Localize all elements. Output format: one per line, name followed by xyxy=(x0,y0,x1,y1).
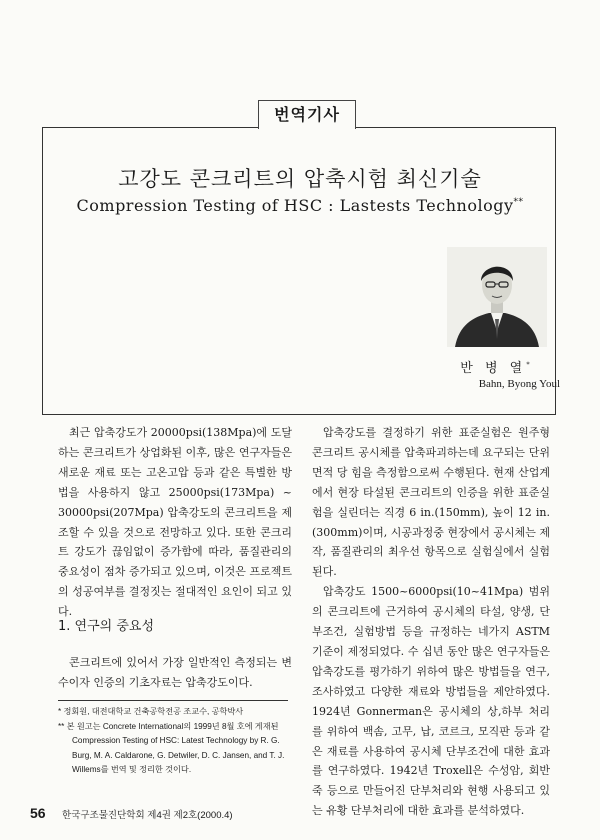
left-paragraph-section1: 콘크리트에 있어서 가장 일반적인 측정되는 변수이자 인증의 기초자료는 압축강도이다. xyxy=(58,656,292,689)
footnote-source: ** 본 원고는 Concrete International의 1999년 8월 호에 게재된 Compression Testing of HSC: Latest Technology by R. G. Burg, M. A. Caldarone, G. Detwiler, D. C. Jansen, and T. J. Willems를 번역 및 정리한 것이다. xyxy=(58,721,285,774)
section-heading: 1. 연구의 중요성 xyxy=(58,619,155,634)
right-column xyxy=(312,423,550,821)
author-name-korean-text: 반 병 열 xyxy=(460,361,527,376)
page-footer xyxy=(30,805,570,823)
article-title-korean: 고강도 콘크리트의 압축시험 최신기술 xyxy=(118,167,482,191)
left-paragraph-intro: 최근 압축강도가 20000psi(138Mpa)에 도달하는 콘크리트가 상업화된 이후, 많은 연구자들은 새로운 재료 또는 고온고압 등과 같은 특별한 방법을 사용하지 않고 25000psi(173Mpa) ~ 30000psi(207Mpa) 압축강도의 콘크리트을 제조할 수 있을 것으로 전망하고 있다. 또한 콘크리트 강도가 끊임없이 증가함에 따라, 품질관리의 중요성이 점차 증가되고 있으며, 이것은 프로젝트의 성공여부를 결정짓는 절대적인 요인이 되고 있다. xyxy=(58,426,292,619)
article-title-english xyxy=(0,196,600,215)
header-frame-bottom-rule xyxy=(42,414,556,415)
section-badge: 번역기사 xyxy=(258,100,356,129)
footnote-author: * 정회원, 대전대학교 건축공학전공 조교수, 공학박사 xyxy=(58,707,244,716)
author-footnote-mark: * xyxy=(526,360,530,369)
footnotes xyxy=(58,705,290,778)
right-paragraph-1: 압축강도를 결정하기 위한 표준실험은 원주형 콘크리트 공시체를 압축파괴하는데 요구되는 단위면적 당 힘을 측정함으로써 수행된다. 현재 산업계에서 현장 타설된 콘크리트의 인증을 위한 표준실험을 실린더는 직경 6 in.(150mm), 높이 12 in.(300mm)이며, 시공과정중 현장에서 공시체는 제작, 품질관리의 최우선 항목으로 실험실에서 실험된다. xyxy=(312,426,550,579)
footnote-divider xyxy=(58,700,288,701)
title-footnote-mark: ** xyxy=(513,197,524,208)
article-title-english-text: Compression Testing of HSC : Lastests Technology xyxy=(76,196,514,215)
author-name-korean xyxy=(440,357,550,376)
journal-citation: 한국구조물진단학회 제4권 제2호(2000.4) xyxy=(62,810,233,821)
author-name-english: Bahn, Byong Youl xyxy=(478,378,560,390)
left-column xyxy=(58,423,292,622)
right-paragraph-2: 압축강도 1500~6000psi(10~41Mpa) 범위의 콘크리트에 근거하여 공시체의 타설, 양생, 단부조건, 실험방법 등을 규정하는 네가지 ASTM 기준이 제정되었다. 수 십년 동안 많은 연구자들은 압축강도를 평가하기 위하여 많은 방법들을 연구, 조사하였고 다양한 재료와 방법들을 제안하였다. 1924년 Gonnerman은 공시체의 상,하부 처리를 위하여 백솜, 고무, 납, 코르크, 모직판 등과 같은 재료를 사용하여 공시체 단부조건에 대한 효과를 연구하였다. 1942년 Troxell은 수성암, 회반죽 등으로 만들어진 단부처리와 현행 사용되고 있는 유황 단부처리에 대한 효과를 분석하였다. xyxy=(312,585,550,818)
author-photo xyxy=(447,247,547,347)
page-number: 56 xyxy=(30,805,46,821)
